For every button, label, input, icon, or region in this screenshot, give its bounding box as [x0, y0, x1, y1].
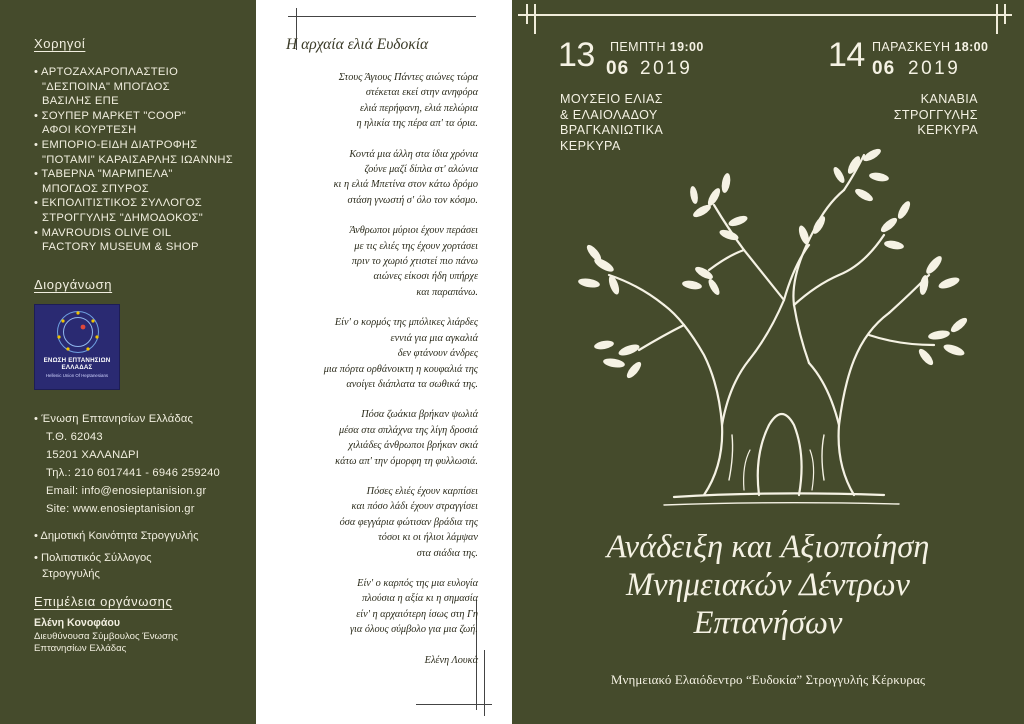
event-1-place: ΜΟΥΣΕΙΟ ΕΛΙΑΣ & ΕΛΑΙΟΛΑΔΟΥ ΒΡΑΓΚΑΝΙΩΤΙΚΑ ΚΕΡΚΥΡΑ	[560, 92, 664, 153]
frame-corner-line	[996, 4, 998, 34]
poem-bottom-rule	[416, 704, 492, 705]
subtitle: Μνημειακό Ελαιόδεντρο “Ευδοκία” Στρογγυλής Κέρκυρας	[610, 672, 926, 687]
sponsors-list	[34, 65, 256, 255]
event-2-place: ΚΑΝΑΒΙΑ ΣΤΡΟΓΓΥΛΗΣ ΚΕΡΚΥΡΑ	[893, 92, 978, 137]
list-item: • ΤΑΒΕΡΝΑ "ΜΑΡΜΠΕΛΑ" ΜΠΟΓΔΟΣ ΣΠΥΡΟΣ	[34, 168, 173, 195]
contact-site: Site: www.enosieptanision.gr	[46, 502, 195, 515]
list-item: • MAVROUDIS OLIVE OIL FACTORY MUSEUM & SHOP	[34, 226, 199, 254]
partners-list	[34, 528, 256, 582]
poem-panel	[256, 0, 512, 724]
poem-stanza: Είν' ο κορμός της μπόλικες λιάρδες εννιά για μια αγκαλιά δεν φτάνουν άνδρες μια πόρτα ορθάνοικτη η κουφαλιά της ανοίγει διάπλατα τα σωθικά της.	[323, 317, 478, 390]
coordinator-role: Διευθύνουσα Σύμβουλος Ένωσης Επτανησίων Ελλάδας	[34, 630, 178, 655]
contact-city: 15201 ΧΑΛΑΝΔΡΙ	[46, 448, 139, 461]
sponsors-title: Χορηγοί	[34, 36, 86, 51]
list-item: • Δημοτική Κοινότητα Στρογγυλής	[34, 529, 199, 542]
frame-corner-line	[526, 4, 528, 24]
coordinator-name: Ελένη Κονοφάου	[34, 616, 121, 629]
event-2-year: 2019	[908, 58, 961, 79]
event-2-month: 06	[872, 58, 896, 79]
poem-stanza: Είν' ο καρπός της μια ευλογία πλούσια η αξία κι η σημασία είν' η αρχαιότερη ίσως στη Γη για όλους σύμβολο για μια ζωή.	[349, 577, 478, 636]
poem-stanza: Κοντά μια άλλη στα ίδια χρόνια ζούνε μαζί δίπλα στ' αλώνια κι η ελιά Μπετίνα στον κάτω δρόμο στάση γνωστή σ' όλο τον κόσμο.	[333, 148, 478, 206]
contact-po-box: Τ.Θ. 62043	[46, 430, 103, 443]
poem-stanza: Πόσες ελιές έχουν καρπίσει και πόσο λάδι έχουν στραγγίσει όσα φεγγάρια φώτισαν βράδια της τόσοι κι οι ήλιοι λάμψαν στα σιάδια της.	[339, 485, 478, 559]
event-1-year: 2019	[640, 58, 693, 79]
event-1-month: 06	[606, 58, 630, 79]
contact-phone: Τηλ.: 210 6017441 - 6946 259240	[46, 466, 220, 479]
contact-block	[34, 410, 256, 518]
list-item: • ΣΟΥΠΕΡ ΜΑΡΚΕΤ "COOP" ΑΦΟΙ ΚΟΥΡΤΕΣΗ	[34, 109, 187, 137]
logo-sub: Hellenic Union Of Heptanesians	[45, 372, 109, 378]
poem-stanza: Άνθρωποι μύριοι έχουν περάσει με τις ελιές της έχουν χορτάσει πριν το χωριό χτιστεί πιο πάνω αιώνες είκοσι ήδη υπήρχε και παραπάνω.	[349, 225, 478, 298]
poem-top-rule	[288, 16, 476, 17]
contact-org: • Ένωση Επτανησίων Ελλάδας	[34, 412, 194, 425]
main-title: Ανάδειξη και Αξιοποίηση Μνημειακών Δέντρων Επτανήσων	[606, 529, 930, 641]
event-2-day: 14	[828, 36, 865, 74]
poem-title: Η αρχαία ελιά Ευδοκία	[286, 36, 429, 53]
contact-email: Email: info@enosieptanision.gr	[46, 484, 207, 497]
logo-name: ΕΝΩΣΗ ΕΠΤΑΝΗΣΙΩΝ ΕΛΛΑΔΑΣ	[43, 356, 111, 371]
poem-body	[278, 70, 478, 668]
olive-tree-icon	[554, 135, 984, 515]
event-2-weekday: ΠΑΡΑΣΚΕΥΗ 18:00	[872, 40, 989, 54]
frame-top-rule	[518, 14, 1012, 16]
organizer-logo	[34, 304, 120, 390]
poem-stanza: Στους Άγιους Πάντες αιώνες τώρα στέκεται εκεί στην ανηφόρα ελιά περήφανη, ελιά πελώρια η ηλικία της πέρα απ' τα όρια.	[338, 72, 478, 130]
event-1-day: 13	[558, 36, 595, 74]
list-item: • ΕΜΠΟΡΙΟ-ΕΙΔΗ ΔΙΑΤΡΟΦΗΣ "ΠΟΤΑΜΙ" ΚΑΡΑΙΣΑΡΛΗΣ ΙΩΑΝΝΗΣ	[34, 138, 233, 166]
poem-stanza: Πόσα ζωάκια βρήκαν ψωλιά μέσα στα σπλάχνα της λίγη δροσιά χιλιάδες άνθρωποι βρήκαν σκιά κάτω απ' την όμορφη τη φυλλωσιά.	[335, 409, 478, 467]
left-panel	[0, 0, 256, 724]
poem-frame-line	[484, 650, 485, 716]
stars-icon	[35, 305, 121, 357]
frame-corner-line	[534, 4, 536, 34]
frame-corner-line	[1004, 4, 1006, 24]
list-item: • Πολιτιστικός Σύλλογος Στρογγυλής	[34, 551, 152, 580]
cover-panel	[512, 0, 1024, 724]
event-1-weekday: ΠΕΜΠΤΗ 19:00	[610, 40, 704, 54]
list-item: • ΕΚΠΟΛΙΤΙΣΤΙΚΟΣ ΣΥΛΛΟΓΟΣ ΣΤΡΟΓΓΥΛΗΣ "ΔΗΜΟΔΟΚΟΣ"	[34, 197, 203, 224]
list-item: • ΑΡΤΟΖΑΧΑΡΟΠΛΑΣΤΕΙΟ "ΔΕΣΠΟΙΝΑ" ΜΠΟΓΔΟΣ ΒΑΣΙΛΗΣ ΕΠΕ	[34, 66, 179, 108]
organizer-title: Διοργάνωση	[34, 276, 113, 292]
poem-author: Ελένη Λουκά	[424, 654, 478, 666]
coordination-title: Επιμέλεια οργάνωσης	[34, 593, 173, 609]
